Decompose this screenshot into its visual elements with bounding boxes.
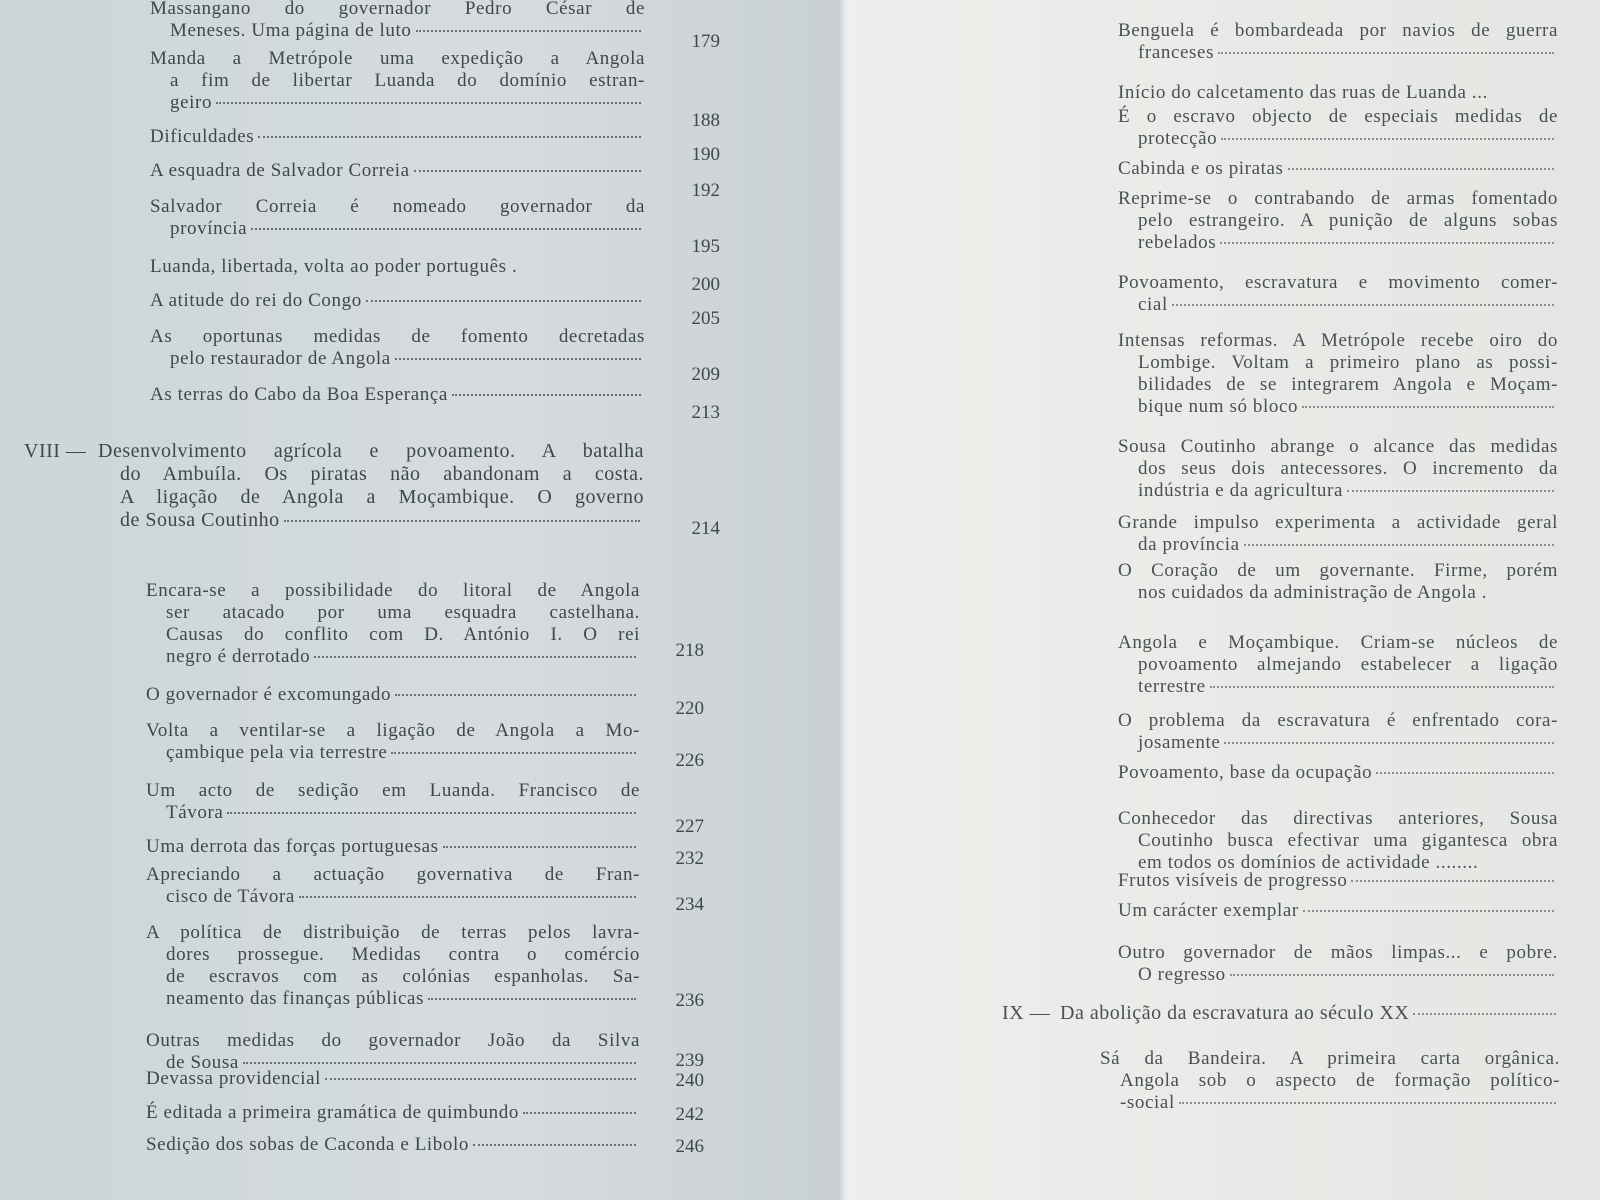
toc-entry-text: Intensas reformas. A Metrópole recebe oiro do [1118, 330, 1558, 351]
leader-dots [391, 752, 636, 754]
toc-entry [1118, 272, 1558, 316]
toc-entry [1118, 188, 1558, 254]
toc-entry-text: Encara-se a possibilidade do litoral de Angola [146, 580, 640, 601]
chapter-title [98, 440, 644, 532]
toc-entry-text: a fim de libertar Luanda do domínio estran- [170, 70, 645, 91]
toc-entry [1118, 20, 1558, 64]
toc-entry-text: É o escravo objecto de especiais medidas de [1118, 106, 1558, 127]
toc-entry [150, 126, 645, 148]
toc-entry [1100, 1048, 1560, 1114]
leader-dots [243, 1062, 636, 1064]
toc-entry-text: bique num só bloco [1138, 396, 1299, 417]
toc-entry-text: pelo restaurador de Angola [170, 348, 391, 369]
page-number: 190 [691, 144, 720, 165]
toc-entry [150, 290, 645, 312]
toc-entry-text: Sousa Coutinho abrange o alcance das medidas [1118, 436, 1558, 457]
toc-entry-text: Outras medidas do governador João da Silva [146, 1030, 640, 1051]
toc-entry-text: Salvador Correia é nomeado governador da [150, 196, 645, 217]
toc-entry-text: indústria e da agricultura [1138, 480, 1343, 501]
chapter-number: IX — [1002, 1002, 1051, 1024]
toc-entry [150, 326, 645, 370]
toc-entry [1118, 710, 1558, 754]
toc-entry-text: A política de distribuição de terras pelos lavra- [146, 922, 640, 943]
toc-entry [150, 0, 645, 42]
leader-dots [443, 846, 636, 848]
toc-entry-text: rebelados [1138, 232, 1217, 253]
chapter-title-text: Desenvolvimento agrícola e povoamento. A batalha [98, 440, 644, 462]
leader-dots [366, 300, 641, 302]
leader-dots [1376, 772, 1554, 774]
toc-entry-text: Sedição dos sobas de Caconda e Libolo [146, 1134, 469, 1155]
toc-entry [1118, 106, 1558, 150]
page-number: 188 [691, 110, 720, 131]
leader-dots [1210, 686, 1554, 688]
leader-dots [299, 896, 636, 898]
leader-dots [1351, 880, 1554, 882]
page-number: 242 [675, 1104, 704, 1125]
toc-entry-text: Frutos visíveis de progresso [1118, 870, 1348, 891]
toc-entry-text: cial [1138, 294, 1168, 315]
leader-dots [251, 228, 641, 230]
chapter-title [1060, 1002, 1560, 1025]
page-number: 192 [691, 180, 720, 201]
toc-entry-text: neamento das finanças públicas [166, 988, 425, 1009]
toc-entry-text: Reprime-se o contrabando de armas fomentado [1118, 188, 1558, 209]
toc-entry-text: em todos os domínios de actividade ........ [1138, 852, 1479, 873]
leader-dots [416, 30, 641, 32]
toc-entry-text: Causas do conflito com D. António I. O rei [166, 624, 640, 645]
toc-entry-text: bilidades de se integrarem Angola e Moçam- [1138, 374, 1558, 395]
toc-entry [1118, 436, 1558, 502]
leader-dots [1221, 138, 1554, 140]
leader-dots [1179, 1102, 1556, 1104]
toc-entry [1118, 900, 1558, 922]
page-number: 205 [691, 308, 720, 329]
toc-entry-text: Dificuldades [150, 126, 255, 147]
page-number: 246 [675, 1136, 704, 1157]
page-number: 209 [691, 364, 720, 385]
toc-entry-text: Povoamento, base da ocupação [1118, 762, 1373, 783]
toc-entry-text: cisco de Távora [166, 886, 295, 907]
toc-entry-text: Apreciando a actuação governativa de Fran- [146, 864, 640, 885]
leader-dots [1244, 544, 1554, 546]
page-number: 234 [675, 894, 704, 915]
toc-entry [1118, 762, 1558, 784]
toc-entry-text: Benguela é bombardeada por navios de guerra [1118, 20, 1558, 41]
leader-dots [1230, 974, 1554, 976]
chapter-title-text: de Sousa Coutinho [120, 509, 280, 531]
toc-entry-text: Angola e Moçambique. Criam-se núcleos de [1118, 632, 1558, 653]
toc-entry [1118, 560, 1558, 604]
toc-entry-text: Um carácter exemplar [1118, 900, 1299, 921]
page-number: 232 [675, 848, 704, 869]
leader-dots [258, 136, 641, 138]
page-number: 213 [691, 402, 720, 423]
leader-dots [1224, 742, 1554, 744]
leader-dots [428, 998, 636, 1000]
leader-dots [1302, 406, 1554, 408]
toc-entry-text: Angola sob o aspecto de formação político- [1120, 1070, 1560, 1091]
toc-entry-text: O regresso [1138, 964, 1226, 985]
toc-entry-text: josamente [1138, 732, 1221, 753]
toc-entry-text: negro é derrotado [166, 646, 311, 667]
toc-entry [1118, 942, 1558, 986]
toc-entry-text: A atitude do rei do Congo [150, 290, 362, 311]
toc-entry-text: Outro governador de mãos limpas... e pobre. [1118, 942, 1558, 963]
chapter-title-text: A ligação de Angola a Moçambique. O governo [120, 486, 644, 508]
leader-dots [1303, 910, 1554, 912]
toc-entry-text: da província [1138, 534, 1240, 555]
toc-entry-text: protecção [1138, 128, 1218, 149]
toc-entry-text: As oportunas medidas de fomento decretadas [150, 326, 645, 347]
toc-entry-text: O problema da escravatura é enfrentado cora- [1118, 710, 1558, 731]
book-gutter [838, 0, 852, 1200]
toc-entry [150, 196, 645, 240]
toc-entry-text: Meneses. Uma página de luto [170, 20, 412, 41]
chapter-number: VIII — [24, 440, 87, 462]
toc-entry [1118, 82, 1558, 104]
toc-entry [1118, 870, 1558, 892]
toc-entry-text: ser atacado por uma esquadra castelhana. [166, 602, 640, 623]
toc-entry-text: pelo estrangeiro. A punição de alguns sobas [1138, 210, 1558, 231]
toc-entry-text: Cabinda e os piratas [1118, 158, 1284, 179]
toc-entry-text: povoamento almejando estabelecer a ligação [1138, 654, 1558, 675]
toc-entry [1118, 808, 1558, 874]
toc-entry [146, 836, 640, 858]
toc-entry-text: Devassa providencial [146, 1068, 322, 1089]
page-number: 195 [691, 236, 720, 257]
right-page [852, 0, 1600, 1200]
toc-entry [150, 48, 645, 114]
leader-dots [414, 170, 641, 172]
leader-dots [284, 520, 640, 522]
toc-entry-text: Távora [166, 802, 224, 823]
toc-entry-text: de escravos com as colónias espanholas. Sa- [166, 966, 640, 987]
page-number: 220 [675, 698, 704, 719]
toc-entry-text: Sá da Bandeira. A primeira carta orgânica. [1100, 1048, 1560, 1069]
leader-dots [227, 812, 636, 814]
leader-dots [395, 358, 641, 360]
leader-dots [523, 1112, 636, 1114]
toc-entry [150, 384, 645, 406]
toc-entry [150, 160, 645, 182]
toc-entry-text: Povoamento, escravatura e movimento comer- [1118, 272, 1558, 293]
toc-entry-text: É editada a primeira gramática de quimbundo [146, 1102, 519, 1123]
leader-dots [1413, 1013, 1556, 1015]
leader-dots [1220, 242, 1554, 244]
toc-entry [150, 256, 645, 278]
toc-entry-text: Conhecedor das directivas anteriores, Sousa [1118, 808, 1558, 829]
toc-entry-text: O governador é excomungado [146, 684, 392, 705]
toc-entry-text: dos seus dois antecessores. O incremento da [1138, 458, 1558, 479]
page-number: 226 [675, 750, 704, 771]
chapter-title-text: Da abolição da escravatura ao século XX [1060, 1002, 1410, 1024]
toc-entry [146, 684, 640, 706]
toc-entry-text: geiro [170, 92, 213, 113]
toc-entry [1118, 632, 1558, 698]
toc-entry [1118, 512, 1558, 556]
toc-entry [146, 1068, 640, 1090]
toc-entry-text: -social [1120, 1092, 1175, 1113]
toc-entry-text: Massangano do governador Pedro César de [150, 0, 645, 19]
toc-entry [146, 1102, 640, 1124]
chapter-title-text: do Ambuíla. Os piratas não abandonam a costa. [120, 463, 644, 485]
leader-dots [216, 102, 641, 104]
toc-entry [146, 864, 640, 908]
leader-dots [1172, 304, 1554, 306]
leader-dots [325, 1078, 636, 1080]
leader-dots [314, 656, 636, 658]
toc-entry-text: O Coração de um governante. Firme, porém [1118, 560, 1558, 581]
page-number: 239 [675, 1050, 704, 1071]
toc-entry-text: Uma derrota das forças portuguesas [146, 836, 439, 857]
toc-entry-text: Um acto de sedição em Luanda. Francisco de [146, 780, 640, 801]
toc-entry [1118, 330, 1558, 418]
leader-dots [1218, 52, 1554, 54]
toc-entry-text: Luanda, libertada, volta ao poder português . [150, 256, 518, 277]
page-number: 179 [691, 31, 720, 52]
leader-dots [395, 694, 636, 696]
toc-entry-text: A esquadra de Salvador Correia [150, 160, 410, 181]
leader-dots [1288, 168, 1554, 170]
page-number: 236 [675, 990, 704, 1011]
toc-entry-text: de Sousa [166, 1052, 239, 1073]
leader-dots [1347, 490, 1554, 492]
toc-entry-text: dores prossegue. Medidas contra o comércio [166, 944, 640, 965]
page-number: 227 [675, 816, 704, 837]
leader-dots [473, 1144, 636, 1146]
toc-entry [146, 1134, 640, 1156]
toc-entry-text: Lombige. Voltam a primeiro plano as possi- [1138, 352, 1558, 373]
page-number: 218 [675, 640, 704, 661]
toc-entry-text: As terras do Cabo da Boa Esperança [150, 384, 448, 405]
toc-entry [146, 922, 640, 1010]
toc-entry-text: Volta a ventilar-se a ligação de Angola a Mo- [146, 720, 640, 741]
toc-entry-text: franceses [1138, 42, 1215, 63]
leader-dots [452, 394, 641, 396]
toc-entry-text: província [170, 218, 248, 239]
toc-entry [146, 580, 640, 668]
toc-entry-text: terrestre [1138, 676, 1206, 697]
toc-entry-text: Manda a Metrópole uma expedição a Angola [150, 48, 645, 69]
toc-entry [146, 780, 640, 824]
toc-entry-text: çambique pela via terrestre [166, 742, 388, 763]
toc-entry-text: Início do calcetamento das ruas de Luanda ... [1118, 82, 1488, 103]
toc-entry-text: Grande impulso experimenta a actividade geral [1118, 512, 1558, 533]
toc-entry-text: Coutinho busca efectivar uma gigantesca obra [1138, 830, 1558, 851]
page-number: 214 [691, 518, 720, 539]
page-number: 240 [675, 1070, 704, 1091]
toc-entry [146, 720, 640, 764]
page-number: 200 [691, 274, 720, 295]
toc-entry [1118, 158, 1558, 180]
toc-entry-text: nos cuidados da administração de Angola . [1138, 582, 1488, 603]
